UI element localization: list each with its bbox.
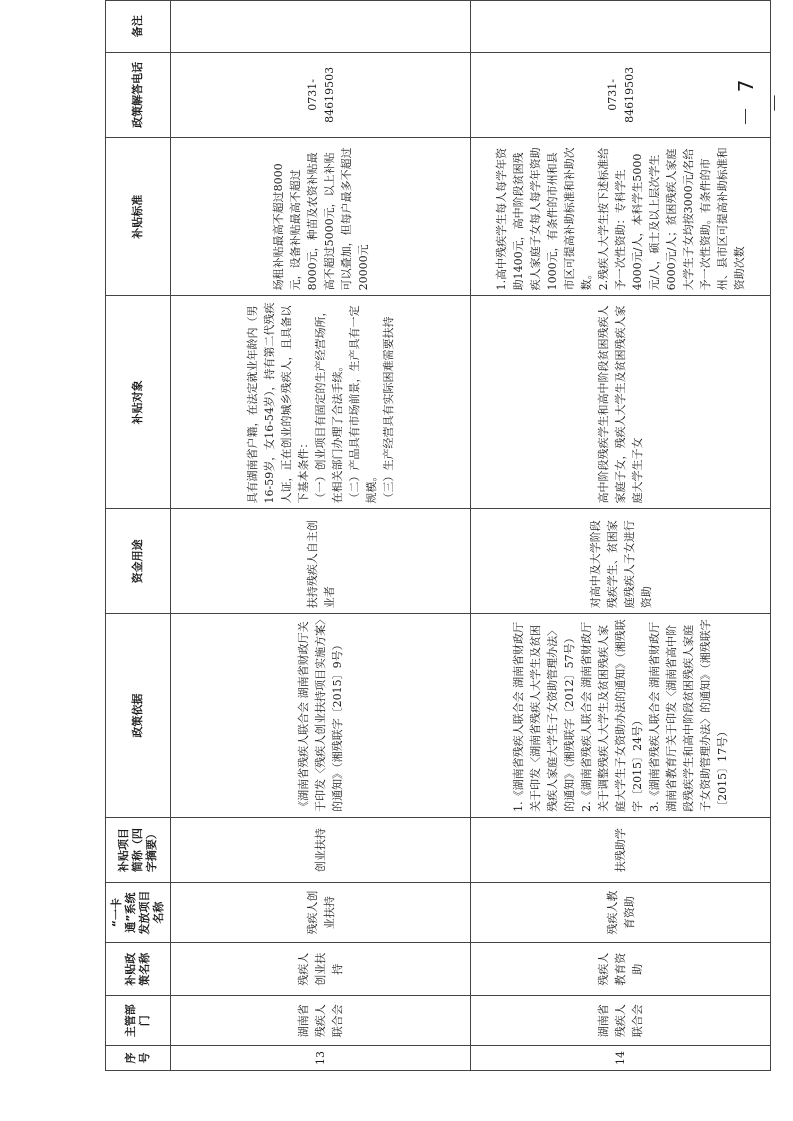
page-number: － 7 － (734, 75, 787, 127)
row-basis (171, 614, 471, 818)
row-standard (471, 138, 771, 296)
target-line: 具有湖南省户籍，在法定就业年龄内（男16-59岁，女16-54岁），持有第二代残疾人证，正在创业的城乡残疾人，且具备以下基本条件： (246, 302, 310, 504)
header-standard: 补贴标准 (106, 138, 171, 296)
header-basis: 政策依据 (106, 614, 171, 818)
row-number: 13 (171, 1046, 471, 1071)
header-policy-name: 补贴政策名称 (106, 943, 171, 996)
target-line: 高中阶段残疾学生和高中阶段贫困残疾人家庭子女，残疾人大学生及贫困残疾人家庭大学生子女 (597, 305, 644, 504)
row-short-name: 创业扶持 (171, 817, 471, 882)
table-header-row (106, 1, 171, 1071)
row-standard (171, 138, 471, 296)
subsidy-policy-table (105, 0, 771, 1071)
row-short-name: 扶残助学 (471, 817, 771, 882)
row-system-item: 残疾人教育资助 (471, 883, 771, 943)
header-use: 资金用途 (106, 509, 171, 614)
row-phone: 0731-84619503 (171, 52, 471, 138)
row-basis (471, 614, 771, 818)
header-target: 补贴对象 (106, 296, 171, 509)
table-row (171, 1, 471, 1071)
row-policy-name: 残疾人教育资助 (471, 943, 771, 996)
row-department: 湖南省残疾人联合会 (471, 996, 771, 1046)
row-remark (471, 1, 771, 53)
row-number: 14 (471, 1046, 771, 1071)
row-phone: 0731-84619503 (471, 52, 771, 138)
header-number: 序号 (106, 1046, 171, 1071)
header-department: 主管部门 (106, 996, 171, 1046)
basis-line: 1.《湖南省残疾人联合会 湖南省财政厅关于印发〈湖南省残疾人大学生及贫困残疾人家庭大学生子女资助管理办法〉的通知》（湘残联字〔2012〕57号） (512, 621, 576, 812)
row-remark (171, 1, 471, 53)
row-system-item: 残疾人创业扶持 (171, 883, 471, 943)
header-short-name: 补贴项目简称（四字摘要） (106, 817, 171, 882)
row-target (171, 296, 471, 509)
row-target (471, 296, 771, 509)
target-line: （二）产品具有市场前景，生产具有一定规模。 (348, 305, 378, 504)
basis-line: 2.《湖南省残疾人联合会 湖南省财政厅关于调整残疾人大学生及贫困残疾人家庭大学生子女资助办法的通知》（湘残联字〔2015〕24号） (580, 619, 644, 812)
row-department: 湖南省残疾人联合会 (171, 996, 471, 1046)
target-line: （三）生产经营具有实际困难需要扶持 (382, 316, 395, 504)
header-system-item: “一卡通”系统发放项目名称 (106, 883, 171, 943)
standard-line: 2.残疾人大学生按下述标准给予一次性资助：专科学生4000元/人，本科学生5000元/人，硕士及以上层次学生6000元/人；贫困残疾人家庭大学生子女均按3000元/名给予一次性资助。有条件的市州、县市区可提高补助标准和资助次数 (597, 147, 746, 291)
standard-line: 场租补贴最高不超过8000元，设备补贴最高不超过8000元，种苗及农资补贴最高不超过5000元，以上补贴可以叠加，但每户最多不超过20000元 (271, 147, 370, 291)
basis-line: 《湖南省残疾人联合会 湖南省财政厅关于印发〈残疾人创业扶持项目实施方案〉的通知》（湘残联字〔2015〕9号） (297, 619, 344, 812)
header-phone: 政策解答电话 (106, 52, 171, 138)
table-row (471, 1, 771, 1071)
basis-line: 3.《湖南省残疾人联合会 湖南省财政厅 湖南省教育厅关于印发〈湖南省高中阶段残疾学生和高中阶段贫困残疾人家庭子女资助管理办法〉的通知》（湘残联字〔2015〕17号） (648, 619, 729, 812)
target-line: （一）创业项目有固定的生产经营场所，在相关部门办理了合法手续。 (314, 305, 344, 504)
row-use: 扶持残疾人自主创业者 (171, 509, 471, 614)
header-remark: 备注 (106, 1, 171, 53)
row-policy-name: 残疾人创业扶持 (171, 943, 471, 996)
standard-line: 1.高中残疾学生每人每学年资助1400元，高中阶段贫困残疾人家庭子女每人每学年资助1000元，有条件的市州和县市区可提高补助标准和补助次数。 (495, 147, 593, 291)
row-use: 对高中及大学阶段残疾学生、贫困家庭残疾人子女进行资助 (471, 509, 771, 614)
